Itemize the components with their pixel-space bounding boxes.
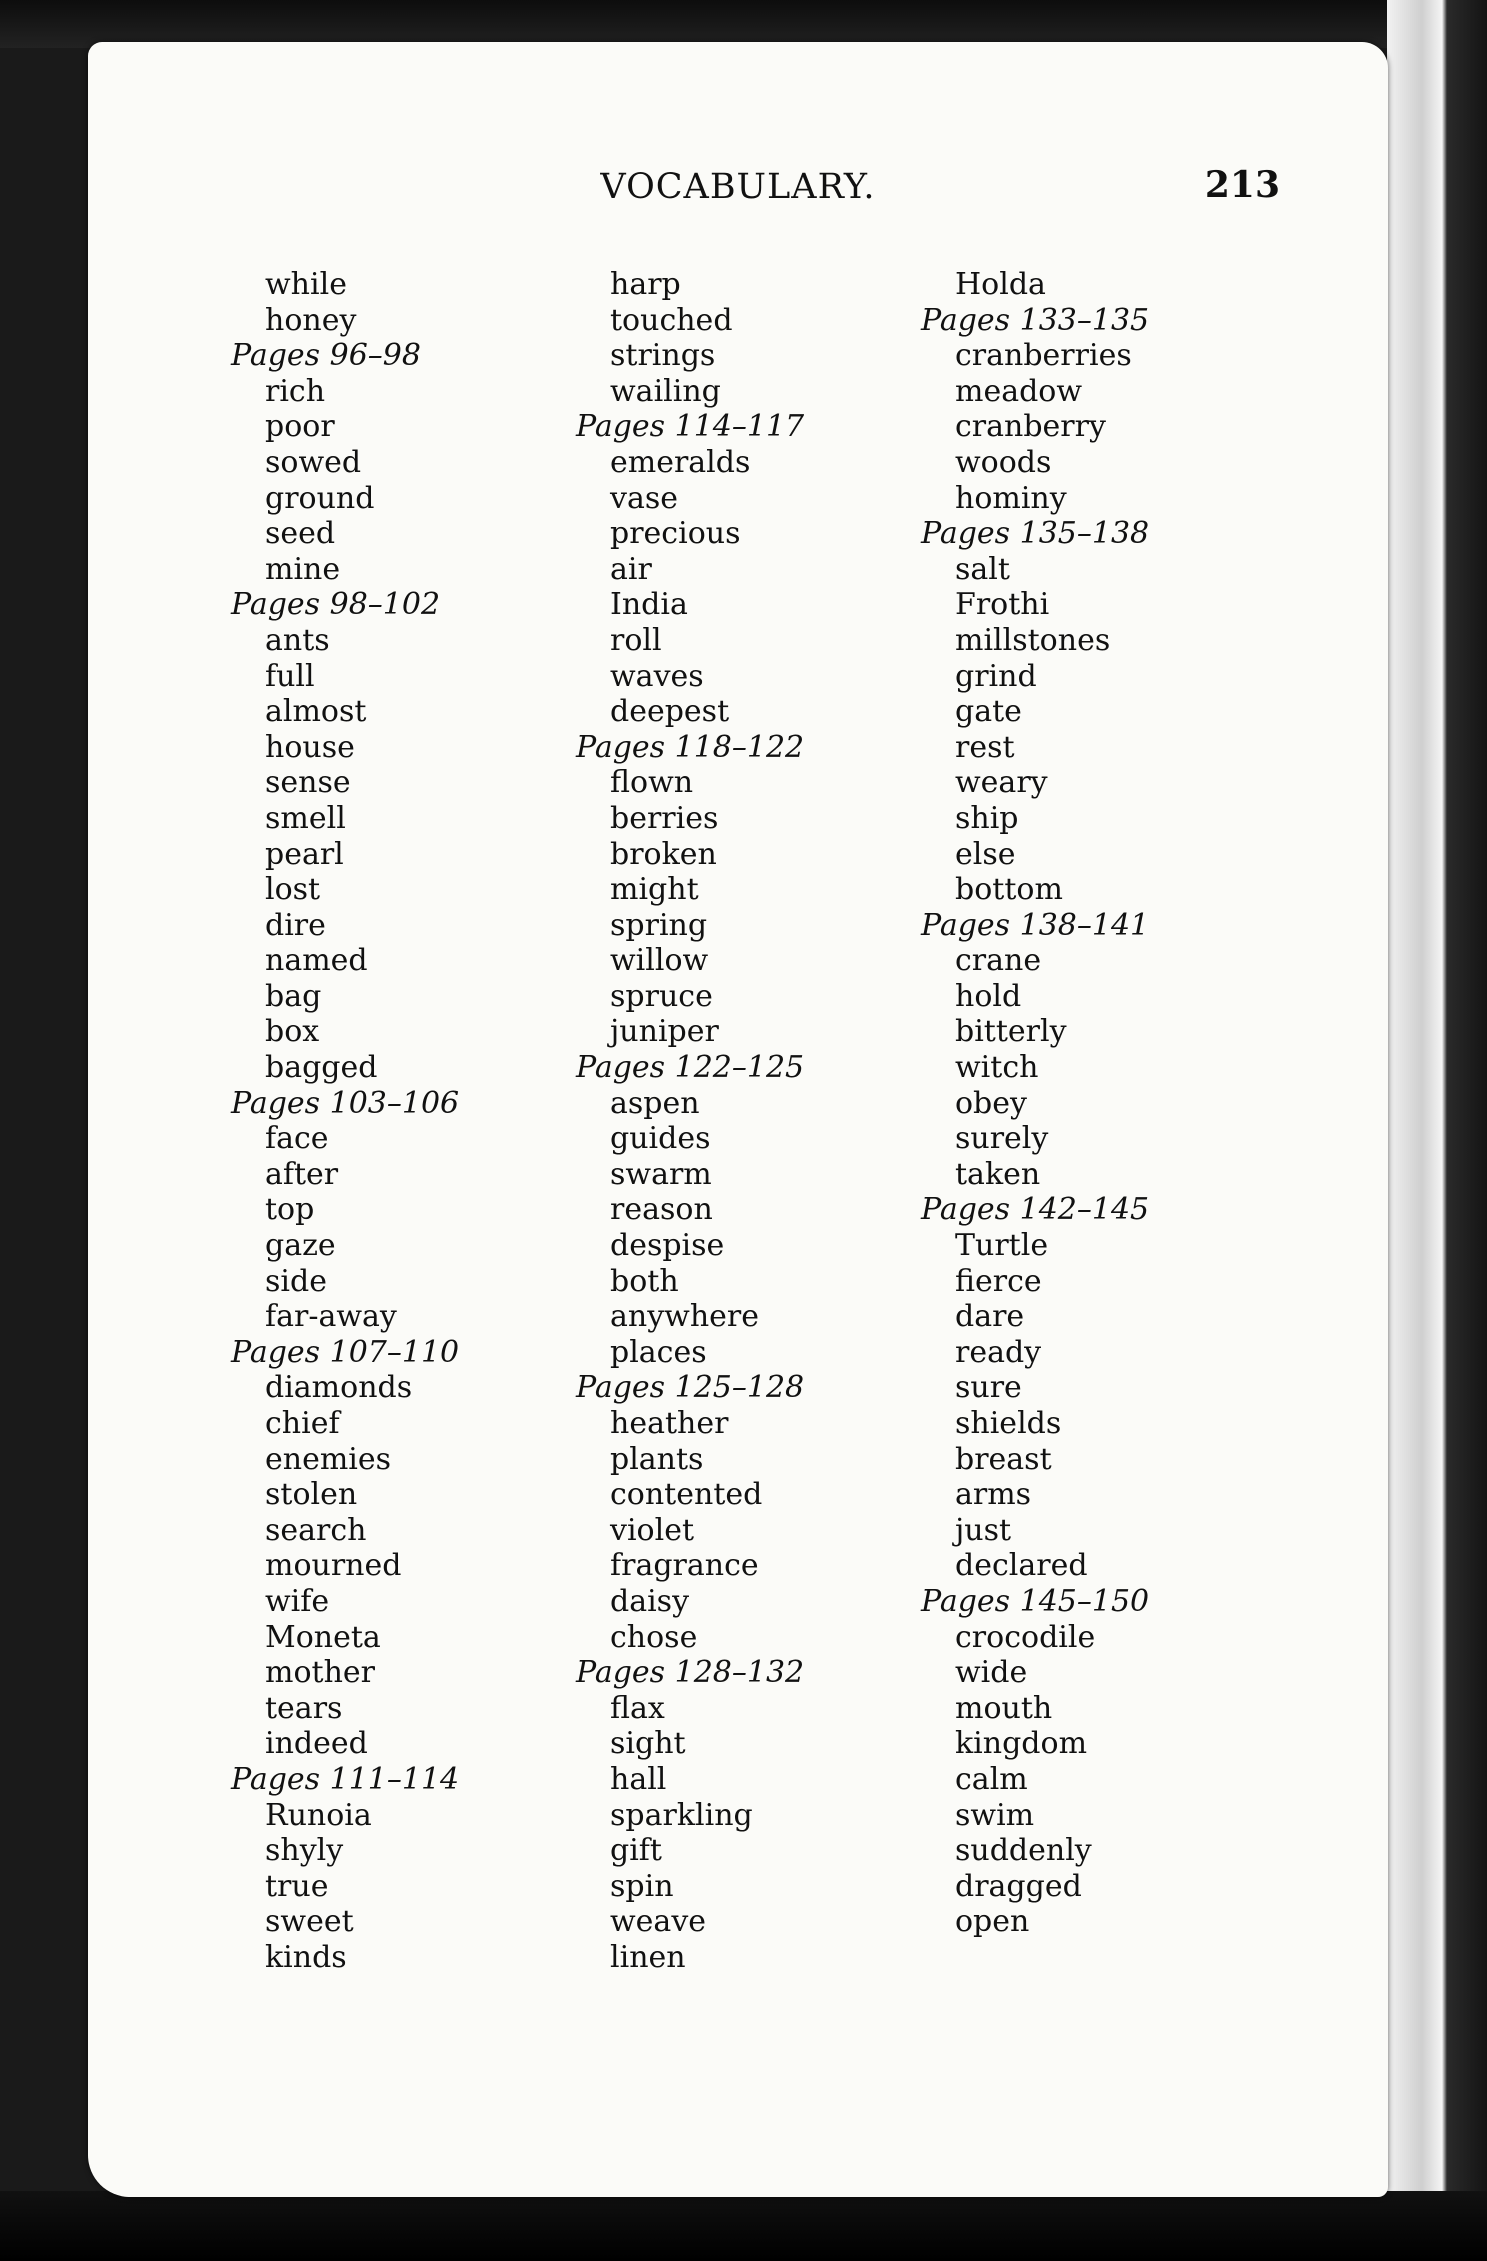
page-range-heading: Pages 145–150 (921, 1583, 1150, 1619)
vocabulary-column-3 (921, 267, 1149, 1940)
vocabulary-word: dare (955, 1299, 1025, 1335)
vocabulary-word: swarm (610, 1156, 712, 1192)
vocabulary-word: weave (610, 1904, 707, 1940)
vocabulary-word: bag (265, 978, 322, 1014)
vocabulary-word: enemies (265, 1441, 392, 1477)
page-range-heading: Pages 103–106 (231, 1085, 460, 1121)
vocabulary-word: meadow (955, 373, 1083, 409)
vocabulary-word: pearl (265, 836, 344, 872)
page-range-heading: Pages 135–138 (921, 516, 1150, 552)
vocabulary-word: true (265, 1868, 329, 1904)
vocabulary-word: lost (265, 872, 321, 908)
vocabulary-column-2 (576, 267, 804, 1976)
vocabulary-word: plants (610, 1441, 704, 1477)
vocabulary-word: surely (955, 1121, 1049, 1157)
vocabulary-word: salt (955, 551, 1010, 587)
vocabulary-word: wailing (610, 373, 721, 409)
vocabulary-word: kingdom (955, 1726, 1088, 1762)
book-page (88, 42, 1388, 2197)
vocabulary-word: daisy (610, 1583, 690, 1619)
running-title: VOCABULARY. (600, 167, 876, 207)
page-range-heading: Pages 125–128 (576, 1370, 805, 1406)
vocabulary-word: calm (955, 1761, 1028, 1797)
vocabulary-word: side (265, 1263, 327, 1299)
vocabulary-word: reason (610, 1192, 713, 1228)
vocabulary-word: sweet (265, 1904, 354, 1940)
vocabulary-word: Frothi (955, 587, 1050, 623)
vocabulary-word: kinds (265, 1939, 347, 1975)
vocabulary-word: declared (955, 1548, 1088, 1584)
vocabulary-word: wife (265, 1583, 330, 1619)
vocabulary-word: hold (955, 978, 1022, 1014)
vocabulary-word: might (610, 872, 699, 908)
vocabulary-word: ready (955, 1334, 1042, 1370)
vocabulary-word: millstones (955, 622, 1111, 658)
vocabulary-word: taken (955, 1156, 1041, 1192)
vocabulary-word: cranberry (955, 409, 1106, 445)
vocabulary-word: wide (955, 1655, 1028, 1691)
vocabulary-word: shields (955, 1406, 1062, 1441)
vocabulary-word: aspen (610, 1085, 700, 1121)
vocabulary-word: touched (610, 302, 733, 338)
vocabulary-word: obey (955, 1085, 1027, 1121)
vocabulary-word: bottom (955, 872, 1063, 908)
vocabulary-word: rest (955, 729, 1015, 765)
page-range-heading: Pages 107–110 (231, 1334, 460, 1370)
vocabulary-word: weary (955, 765, 1048, 801)
vocabulary-word: woods (955, 444, 1052, 480)
vocabulary-word: fierce (955, 1263, 1042, 1299)
page-number: 213 (1204, 164, 1280, 206)
vocabulary-word: both (610, 1263, 679, 1299)
vocabulary-word: rich (265, 373, 326, 409)
vocabulary-word: open (955, 1904, 1030, 1940)
vocabulary-word: chose (610, 1619, 698, 1655)
vocabulary-word: top (265, 1192, 315, 1228)
vocabulary-word: hall (610, 1761, 667, 1797)
vocabulary-word: full (265, 658, 315, 694)
vocabulary-word: sure (955, 1370, 1022, 1406)
vocabulary-word: juniper (610, 1014, 719, 1050)
vocabulary-word: else (955, 836, 1016, 872)
vocabulary-word: anywhere (610, 1299, 760, 1335)
vocabulary-word: while (265, 267, 347, 302)
vocabulary-word: diamonds (265, 1370, 413, 1406)
vocabulary-word: emeralds (610, 444, 751, 480)
vocabulary-word: contented (610, 1477, 763, 1513)
page-range-heading: Pages 142–145 (921, 1192, 1150, 1228)
vocabulary-word: hominy (955, 480, 1067, 516)
vocabulary-word: sowed (265, 444, 362, 480)
vocabulary-word: ship (955, 800, 1019, 836)
vocabulary-word: cranberries (955, 338, 1132, 374)
vocabulary-word: places (610, 1334, 707, 1370)
vocabulary-word: flown (610, 765, 694, 801)
vocabulary-word: just (955, 1512, 1012, 1548)
page-range-heading: Pages 138–141 (921, 907, 1150, 943)
vocabulary-word: face (265, 1121, 329, 1157)
vocabulary-word: grind (955, 658, 1037, 694)
vocabulary-word: broken (610, 836, 717, 872)
vocabulary-word: vase (610, 480, 678, 516)
vocabulary-word: bagged (265, 1050, 378, 1086)
vocabulary-word: air (610, 551, 652, 587)
vocabulary-word: chief (265, 1406, 340, 1441)
vocabulary-word: ground (265, 480, 375, 516)
vocabulary-word: crane (955, 943, 1042, 979)
vocabulary-word: mouth (955, 1690, 1053, 1726)
vocabulary-word: sight (610, 1726, 686, 1762)
vocabulary-word: bitterly (955, 1014, 1067, 1050)
vocabulary-word: Moneta (265, 1619, 381, 1655)
vocabulary-word: dragged (955, 1868, 1082, 1904)
vocabulary-word: suddenly (955, 1833, 1092, 1869)
vocabulary-word: arms (955, 1477, 1032, 1513)
page-range-heading: Pages 111–114 (231, 1761, 460, 1797)
vocabulary-word: after (265, 1156, 339, 1192)
vocabulary-word: witch (955, 1050, 1039, 1086)
vocabulary-word: precious (610, 516, 741, 552)
vocabulary-word: mother (265, 1655, 375, 1691)
vocabulary-word: named (265, 943, 368, 979)
vocabulary-word: shyly (265, 1833, 344, 1869)
vocabulary-word: flax (610, 1690, 665, 1726)
vocabulary-word: linen (610, 1939, 686, 1975)
vocabulary-word: mourned (265, 1548, 402, 1584)
vocabulary-word: gaze (265, 1228, 336, 1264)
vocabulary-word: sparkling (610, 1797, 753, 1833)
vocabulary-word: honey (265, 302, 357, 338)
vocabulary-word: guides (610, 1121, 711, 1157)
vocabulary-word: seed (265, 516, 336, 552)
vocabulary-word: box (265, 1014, 320, 1050)
vocabulary-word: tears (265, 1690, 343, 1726)
scan-bottom-edge (0, 2191, 1487, 2261)
page-range-heading: Pages 114–117 (576, 409, 805, 445)
vocabulary-word: gift (610, 1833, 662, 1869)
vocabulary-word: harp (610, 267, 681, 302)
vocabulary-word: gate (955, 694, 1022, 730)
vocabulary-word: indeed (265, 1726, 368, 1762)
vocabulary-word: spin (610, 1868, 674, 1904)
vocabulary-word: Runoia (265, 1797, 372, 1833)
vocabulary-word: India (610, 587, 688, 623)
vocabulary-word: poor (265, 409, 335, 445)
vocabulary-word: spruce (610, 978, 713, 1014)
scan-book-edge (1387, 0, 1487, 2261)
vocabulary-word: house (265, 729, 355, 765)
vocabulary-word: deepest (610, 694, 730, 730)
vocabulary-word: Holda (955, 267, 1046, 302)
vocabulary-word: fragrance (610, 1548, 759, 1584)
vocabulary-word: dire (265, 907, 326, 943)
vocabulary-word: willow (610, 943, 709, 979)
vocabulary-word: waves (610, 658, 704, 694)
vocabulary-word: berries (610, 800, 719, 836)
vocabulary-word: almost (265, 694, 367, 730)
vocabulary-column-1 (231, 267, 459, 1976)
vocabulary-word: strings (610, 338, 716, 374)
page-range-heading: Pages 118–122 (576, 729, 805, 765)
vocabulary-word: mine (265, 551, 341, 587)
vocabulary-word: heather (610, 1406, 729, 1441)
vocabulary-word: ants (265, 622, 330, 658)
vocabulary-word: roll (610, 622, 662, 658)
vocabulary-word: violet (610, 1512, 695, 1548)
page-range-heading: Pages 122–125 (576, 1050, 805, 1086)
vocabulary-word: spring (610, 907, 708, 943)
vocabulary-word: search (265, 1512, 367, 1548)
page-range-heading: Pages 98–102 (231, 587, 441, 623)
vocabulary-word: despise (610, 1228, 725, 1264)
vocabulary-word: stolen (265, 1477, 358, 1513)
scan-top-edge (0, 0, 1487, 48)
page-range-heading: Pages 128–132 (576, 1655, 805, 1691)
vocabulary-word: Turtle (955, 1228, 1049, 1264)
vocabulary-word: breast (955, 1441, 1052, 1477)
vocabulary-word: smell (265, 800, 346, 836)
vocabulary-word: swim (955, 1797, 1035, 1833)
page-range-heading: Pages 133–135 (921, 302, 1150, 338)
page-range-heading: Pages 96–98 (231, 338, 421, 374)
vocabulary-word: crocodile (955, 1619, 1096, 1655)
vocabulary-word: far-away (265, 1299, 397, 1335)
vocabulary-word: sense (265, 765, 351, 801)
